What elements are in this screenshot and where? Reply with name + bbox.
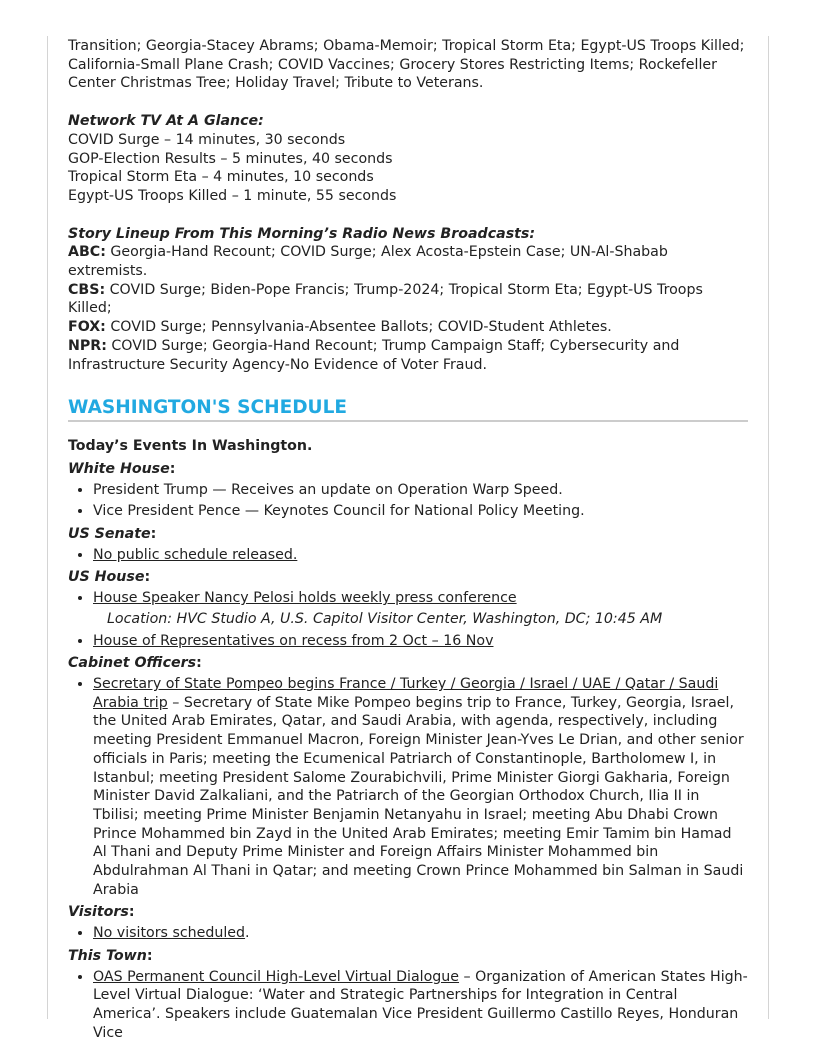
list-item <box>93 675 748 899</box>
radio-lineup-section <box>68 225 748 375</box>
todays-events-title: Today’s Events In Washington. <box>68 438 313 455</box>
radio-item-fox <box>68 318 748 337</box>
visitors-list <box>68 924 748 943</box>
senate-list <box>68 546 748 565</box>
group-colon: : <box>169 460 176 477</box>
radio-item-npr <box>68 337 748 374</box>
list-item <box>93 968 748 1043</box>
cabinet-officers-group <box>68 654 748 899</box>
network-label: NPR: <box>68 337 107 354</box>
this-town-group <box>68 947 748 1043</box>
group-title: Visitors <box>68 904 129 921</box>
trip-description: – Secretary of State Mike Pompeo begins trip to France, Turkey, Georgia, Israel, the United Arab Emirates, Qatar, and Saudi Arabia, with agenda, respectively, including meeting President Emmanuel Macron, Foreign Minister Jean-Yves Le Drian, and other senior officials in Paris; meeting the Ecumenical Patriarch of Constantinople, Bartholomew I, in Istanbul; meeting President Salome Zourabichvili, Prime Minister Giorgi Gakharia, Foreign Minister David Zalkaliani, and the Patriarch of the Georgian Orthodox Church, Ilia II in Tbilisi; meeting Prime Minister Benjamin Netanyahu in Israel; meeting Abu Dhabi Crown Prince Mohammed bin Zayd in the United Arab Emirates; meeting Emir Tamim bin Hamad Al Thani and Deputy Prime Minister and Foreign Affairs Minister Mohammed bin Abdulrahman Al Thani in Qatar; and meeting Crown Prince Mohammed bin Salman in Saudi Arabia <box>93 694 744 898</box>
washington-schedule-heading: WASHINGTON'S SCHEDULE <box>68 396 748 422</box>
tv-lineup-continuation: Transition; Georgia-Stacey Abrams; Obama-Memoir; Tropical Storm Eta; Egypt-US Troops Killed; California-Small Plane Crash; COVID Vaccines; Grocery Stores Restricting Items; Rockefeller Center Christmas Tree; Holiday Travel; Tribute to Veterans. <box>68 38 745 92</box>
group-colon: : <box>150 526 157 543</box>
radio-stories: COVID Surge; Pennsylvania-Absentee Ballots; COVID-Student Athletes. <box>110 319 612 336</box>
network-glance-section <box>68 112 748 206</box>
newsletter-content <box>68 37 748 1045</box>
pompeo-trip-link[interactable]: Secretary of State Pompeo begins France / Turkey / Georgia / Israel / UAE / Qatar / Saudi Arabia trip <box>93 675 719 711</box>
white-house-group <box>68 460 748 521</box>
radio-stories: COVID Surge; Georgia-Hand Recount; Trump Campaign Staff; Cybersecurity and Infrastructure Security Agency-No Evidence of Voter Fraud. <box>68 337 680 373</box>
list-item <box>93 546 748 565</box>
list-item <box>93 924 748 943</box>
list-item <box>93 632 748 651</box>
senate-schedule-link[interactable]: No public schedule released. <box>93 546 298 563</box>
pelosi-press-conference-link[interactable]: House Speaker Nancy Pelosi holds weekly press conference <box>93 590 517 607</box>
radio-stories: COVID Surge; Biden-Pope Francis; Trump-2024; Tropical Storm Eta; Egypt-US Troops Killed; <box>68 281 703 317</box>
group-title: This Town <box>68 947 147 964</box>
radio-lineup-title: Story Lineup From This Morning’s Radio News Broadcasts: <box>68 225 536 242</box>
us-house-group <box>68 568 748 650</box>
list-item: • Vice President Pence — Keynotes Council for National Policy Meeting. <box>93 502 748 521</box>
house-list <box>68 589 748 650</box>
house-recess-link[interactable]: House of Representatives on recess from 2 Oct – 16 Nov <box>93 632 494 649</box>
group-title: US House <box>68 569 145 586</box>
group-colon: : <box>196 655 202 672</box>
oas-dialogue-link[interactable]: OAS Permanent Council High-Level Virtual Dialogue <box>93 968 460 985</box>
right-border <box>768 36 769 1019</box>
group-colon: : <box>144 569 151 586</box>
group-title: Cabinet Officers <box>68 655 197 672</box>
left-border <box>47 36 48 1019</box>
period: . <box>245 925 250 942</box>
glance-item: Tropical Storm Eta – 4 minutes, 10 seconds <box>68 169 374 186</box>
group-title: White House <box>68 460 170 477</box>
white-house-list <box>68 481 748 521</box>
visitors-link[interactable]: No visitors scheduled <box>93 925 246 942</box>
this-town-list <box>68 968 748 1043</box>
network-label: CBS: <box>68 281 106 298</box>
group-title: US Senate <box>68 526 151 543</box>
us-senate-group <box>68 525 748 564</box>
glance-item: COVID Surge – 14 minutes, 30 seconds <box>68 131 346 148</box>
group-colon: : <box>146 947 153 964</box>
network-glance-title: Network TV At A Glance: <box>68 113 264 130</box>
list-item <box>93 589 748 628</box>
network-label: FOX: <box>68 319 106 336</box>
event-location: Location: HVC Studio A, U.S. Capitol Visitor Center, Washington, DC; 10:45 AM <box>107 610 663 627</box>
group-colon: : <box>128 904 135 921</box>
radio-item-abc <box>68 243 748 280</box>
radio-stories: Georgia-Hand Recount; COVID Surge; Alex Acosta-Epstein Case; UN-Al-Shabab extremists. <box>68 244 668 280</box>
radio-item-cbs <box>68 281 748 318</box>
glance-item: Egypt-US Troops Killed – 1 minute, 55 seconds <box>68 187 397 204</box>
list-item: • President Trump — Receives an update on Operation Warp Speed. <box>93 481 748 500</box>
event-description: – Organization of American States High-Level Virtual Dialogue: ‘Water and Strategic Partnerships for Integration in Central America’. Speakers include Guatemalan Vice President Guillermo Castillo Reyes, Honduran Vice <box>93 968 748 1041</box>
glance-item: GOP-Election Results – 5 minutes, 40 seconds <box>68 150 393 167</box>
visitors-group <box>68 903 748 942</box>
network-label: ABC: <box>68 244 106 261</box>
cabinet-list <box>68 675 748 899</box>
